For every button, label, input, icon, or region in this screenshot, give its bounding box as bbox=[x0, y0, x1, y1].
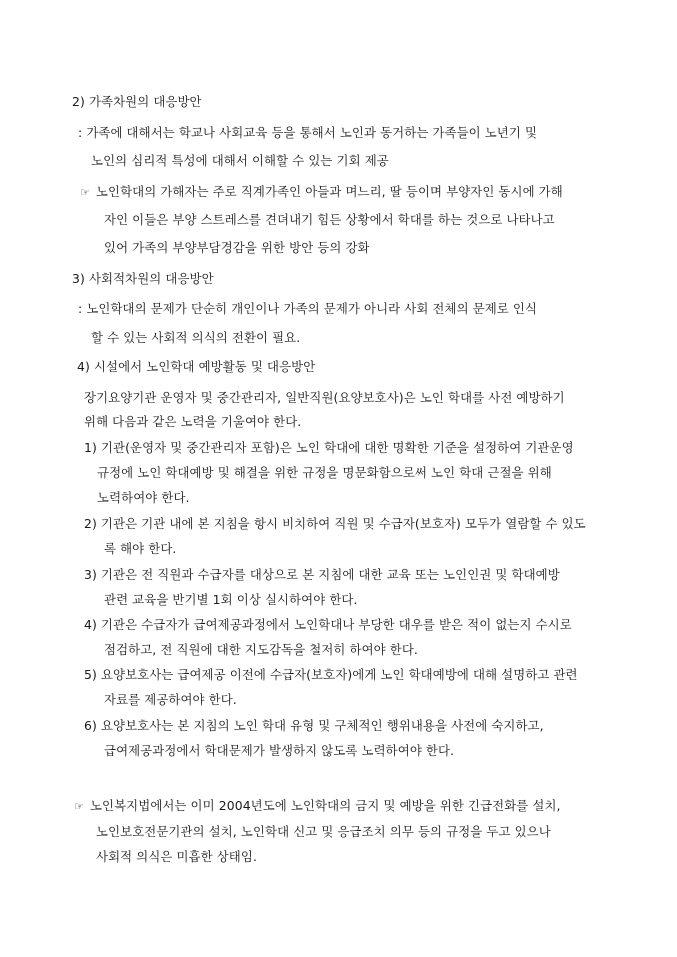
facility-item-6-line-2: 급여제공과정에서 학대문제가 발생하지 않도록 노력하여야 한다. bbox=[104, 743, 455, 758]
facility-intro-line-2: 위해 다음과 같은 노력을 기울여야 한다. bbox=[84, 414, 302, 429]
facility-item-3-line-2: 관련 교육을 반기별 1회 이상 실시하여야 한다. bbox=[104, 592, 358, 607]
facility-item-4-line-2: 점검하고, 전 직원에 대한 지도감독을 철저히 하여야 한다. bbox=[104, 642, 418, 657]
pointing-hand-icon: ☞ bbox=[80, 186, 90, 199]
facility-item-5-line-2: 자료를 제공하여야 한다. bbox=[104, 692, 237, 707]
law-note-line-2: 노인보호전문기관의 설치, 노인학대 신고 및 응급조치 의무 등의 규정을 두고 있으나 bbox=[96, 824, 551, 839]
law-note-line-1: ☞ 노인복지법에서는 이미 2004년도에 노인학대의 금지 및 예방을 위한 긴급전화를 설치, bbox=[74, 798, 561, 813]
family-note-line-2: 자인 이들은 부양 스트레스를 견뎌내기 힘든 상황에서 학대를 하는 것으로 나타나고 bbox=[104, 212, 555, 227]
family-paragraph-line-2: 노인의 심리적 특성에 대해서 이해할 수 있는 기회 제공 bbox=[91, 153, 389, 168]
facility-item-1-line-2: 규정에 노인 학대예방 및 해결을 위한 규정을 명문화함으로써 노인 학대 근절을 위해 bbox=[97, 465, 552, 480]
family-note-line-3: 있어 가족의 부양부담경감을 위한 방안 등의 강화 bbox=[104, 240, 370, 255]
pointing-hand-icon: ☞ bbox=[74, 800, 84, 813]
facility-item-3-line-1: 3) 기관은 전 직원과 수급자를 대상으로 본 지침에 대한 교육 또는 노인인권 및 학대예방 bbox=[84, 567, 560, 582]
facility-item-2-line-1: 2) 기관은 기관 내에 본 지침을 항시 비치하여 직원 및 수급자(보호자) 모두가 열람할 수 있도 bbox=[84, 516, 586, 531]
facility-item-6-line-1: 6) 요양보호사는 본 지침의 노인 학대 유형 및 구체적인 행위내용을 사전에 숙지하고, bbox=[84, 718, 544, 733]
section-title-social: 3) 사회적차원의 대응방안 bbox=[72, 271, 214, 286]
section-title-facility: 4) 시설에서 노인학대 예방활동 및 대응방안 bbox=[77, 359, 316, 374]
family-paragraph-line-1: : 가족에 대해서는 학교나 사회교육 등을 통해서 노인과 동거하는 가족들이 노년기 및 bbox=[78, 125, 538, 140]
facility-item-1-line-1: 1) 기관(운영자 및 중간관리자 포함)은 노인 학대에 대한 명확한 기준을 설정하여 기관운영 bbox=[84, 440, 574, 455]
facility-item-4-line-1: 4) 기관은 수급자가 급여제공과정에서 노인학대나 부당한 대우를 받은 적이 없는지 수시로 bbox=[84, 617, 572, 632]
facility-intro-line-1: 장기요양기관 운영자 및 중간관리자, 일반직원(요양보호사)은 노인 학대를 사전 예방하기 bbox=[84, 390, 565, 405]
family-note-line-1: ☞ 노인학대의 가해자는 주로 직계가족인 아들과 며느리, 딸 등이며 부양자인 동시에 가해 bbox=[80, 184, 563, 199]
social-paragraph-line-2: 할 수 있는 사회적 의식의 전환이 필요. bbox=[91, 330, 301, 345]
section-title-family: 2) 가족차원의 대응방안 bbox=[72, 94, 202, 109]
social-paragraph-line-1: : 노인학대의 문제가 단순히 개인이나 가족의 문제가 아니라 사회 전체의 문제로 인식 bbox=[78, 301, 538, 316]
facility-item-2-line-2: 록 해야 한다. bbox=[104, 541, 177, 556]
law-note-line-3: 사회적 의식은 미흡한 상태임. bbox=[96, 849, 257, 864]
facility-item-1-line-3: 노력하여야 한다. bbox=[97, 490, 190, 505]
facility-item-5-line-1: 5) 요양보호사는 급여제공 이전에 수급자(보호자)에게 노인 학대예방에 대해 설명하고 관련 bbox=[84, 667, 578, 682]
